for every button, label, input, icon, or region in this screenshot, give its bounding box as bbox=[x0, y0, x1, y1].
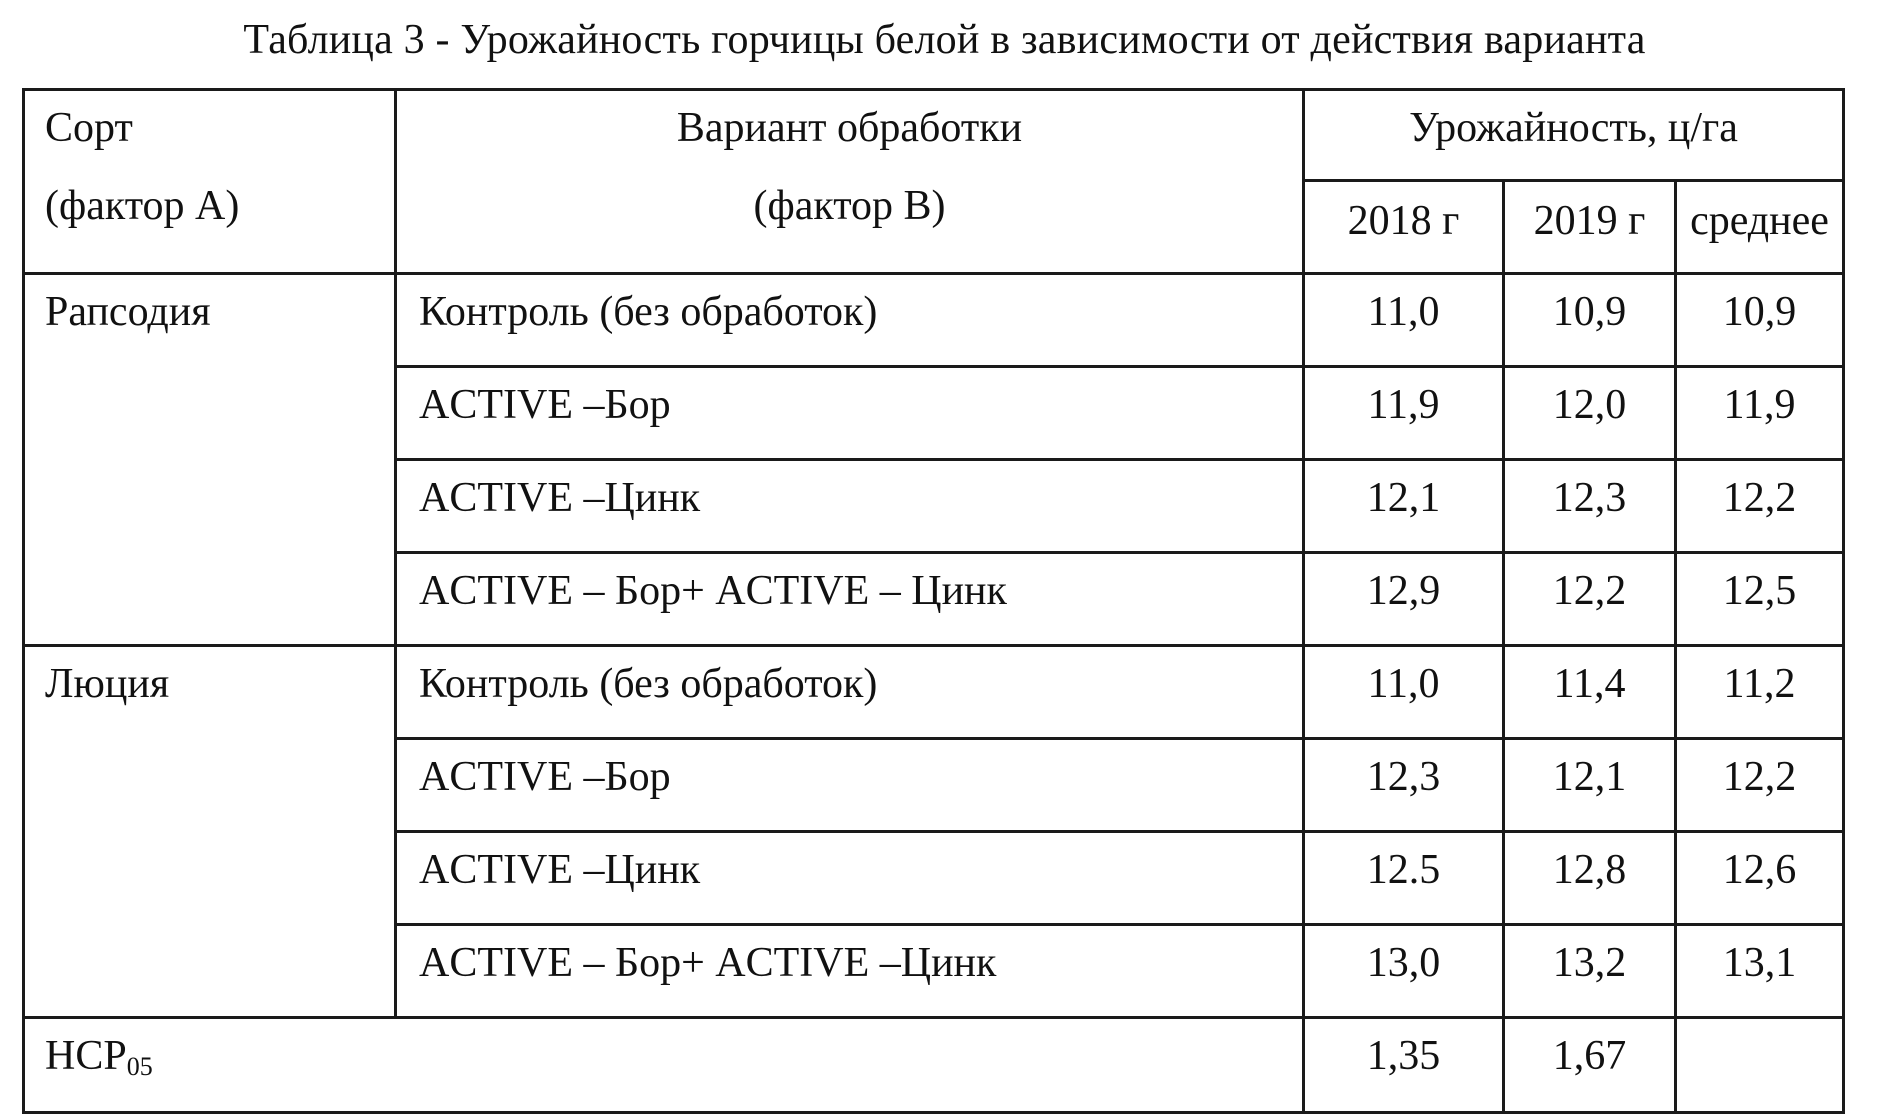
lsd-2019-cell: 1,67 bbox=[1504, 1018, 1676, 1113]
header-variant-line2: (фактор В) bbox=[753, 183, 946, 229]
variety-cell: Рапсодия bbox=[24, 274, 396, 646]
yield-2018-cell: 12,9 bbox=[1304, 553, 1504, 646]
yield-2019-cell: 12,1 bbox=[1504, 739, 1676, 832]
treatment-cell: ACTIVE –Цинк bbox=[396, 460, 1304, 553]
lsd-label-subscript: 05 bbox=[126, 1052, 153, 1081]
yield-2019-cell: 10,9 bbox=[1504, 274, 1676, 367]
lsd-label-cell bbox=[24, 1018, 1304, 1113]
lsd-label: НСР bbox=[45, 1033, 127, 1079]
header-year-2018: 2018 г bbox=[1304, 181, 1504, 274]
header-sort-line2: (фактор А) bbox=[45, 183, 240, 229]
treatment-cell: Контроль (без обработок) bbox=[396, 274, 1304, 367]
header-average: среднее bbox=[1676, 181, 1844, 274]
header-variant-line1: Вариант обработки bbox=[676, 105, 1023, 151]
header-year-2019: 2019 г bbox=[1504, 181, 1676, 274]
yield-2019-cell: 12,8 bbox=[1504, 832, 1676, 925]
yield-table bbox=[22, 88, 1845, 1114]
yield-2019-cell: 12,2 bbox=[1504, 553, 1676, 646]
treatment-cell: ACTIVE – Бор+ ACTIVE –Цинк bbox=[396, 925, 1304, 1018]
yield-average-cell: 13,1 bbox=[1676, 925, 1844, 1018]
treatment-cell: ACTIVE –Цинк bbox=[396, 832, 1304, 925]
lsd-row bbox=[24, 1018, 1844, 1113]
yield-2019-cell: 13,2 bbox=[1504, 925, 1676, 1018]
yield-2019-cell: 12,3 bbox=[1504, 460, 1676, 553]
lsd-average-cell bbox=[1676, 1018, 1844, 1113]
treatment-cell: Контроль (без обработок) bbox=[396, 646, 1304, 739]
header-variant bbox=[396, 90, 1304, 274]
yield-average-cell: 10,9 bbox=[1676, 274, 1844, 367]
header-sort-line1: Сорт bbox=[45, 105, 133, 151]
lsd-2018-cell: 1,35 bbox=[1304, 1018, 1504, 1113]
header-sort bbox=[24, 90, 396, 274]
yield-2018-cell: 11,0 bbox=[1304, 274, 1504, 367]
treatment-cell: ACTIVE – Бор+ ACTIVE – Цинк bbox=[396, 553, 1304, 646]
yield-2018-cell: 13,0 bbox=[1304, 925, 1504, 1018]
variety-cell: Люция bbox=[24, 646, 396, 1018]
yield-average-cell: 12,5 bbox=[1676, 553, 1844, 646]
treatment-cell: ACTIVE –Бор bbox=[396, 367, 1304, 460]
yield-average-cell: 12,2 bbox=[1676, 739, 1844, 832]
yield-2018-cell: 12,3 bbox=[1304, 739, 1504, 832]
yield-2019-cell: 11,4 bbox=[1504, 646, 1676, 739]
yield-2019-cell: 12,0 bbox=[1504, 367, 1676, 460]
treatment-cell: ACTIVE –Бор bbox=[396, 739, 1304, 832]
table-row bbox=[24, 646, 1844, 739]
yield-average-cell: 12,2 bbox=[1676, 460, 1844, 553]
table-row bbox=[24, 274, 1844, 367]
yield-average-cell: 11,9 bbox=[1676, 367, 1844, 460]
yield-average-cell: 11,2 bbox=[1676, 646, 1844, 739]
yield-average-cell: 12,6 bbox=[1676, 832, 1844, 925]
table-caption: Таблица 3 - Урожайность горчицы белой в зависимости от действия варианта bbox=[243, 17, 1646, 63]
header-yield: Урожайность, ц/га bbox=[1304, 90, 1844, 181]
yield-2018-cell: 12,1 bbox=[1304, 460, 1504, 553]
yield-2018-cell: 11,9 bbox=[1304, 367, 1504, 460]
yield-2018-cell: 11,0 bbox=[1304, 646, 1504, 739]
yield-2018-cell: 12.5 bbox=[1304, 832, 1504, 925]
